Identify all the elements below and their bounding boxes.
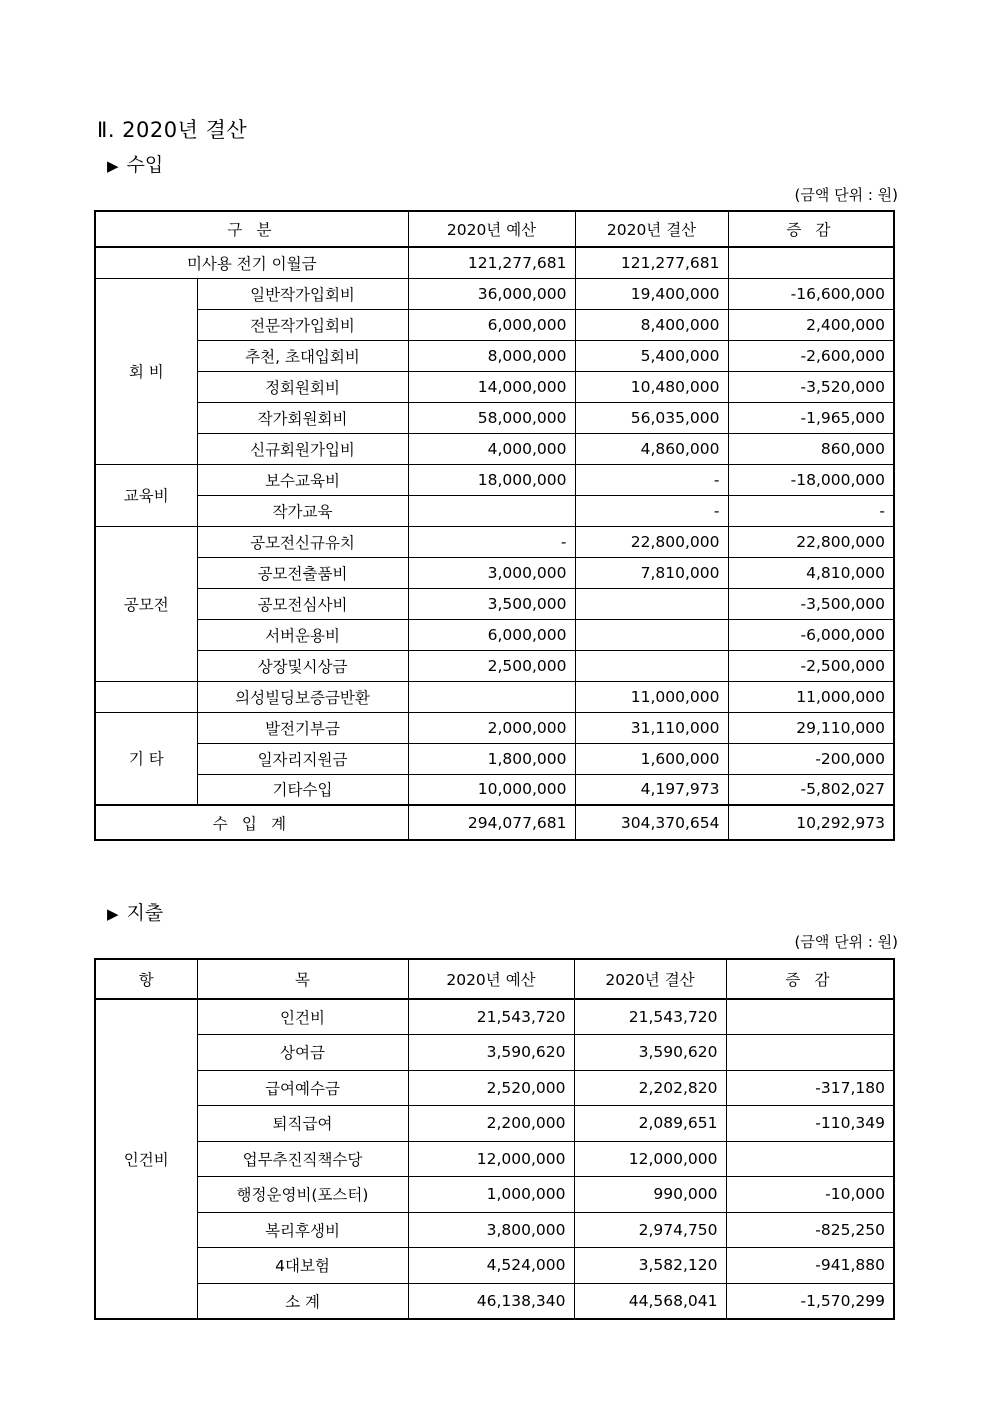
table-row <box>95 999 894 1035</box>
item-label: 상장및시상금 <box>197 650 408 681</box>
budget-cell: 18,000,000 <box>408 464 575 495</box>
diff-cell: 29,110,000 <box>728 712 894 743</box>
actual-cell: 4,860,000 <box>575 433 728 464</box>
total-label: 수 입 계 <box>95 805 408 840</box>
diff-cell: -317,180 <box>726 1070 894 1106</box>
section-title: Ⅱ. 2020년 결산 <box>97 118 248 142</box>
actual-cell: 44,568,041 <box>574 1283 726 1319</box>
triangle-marker-icon: ▶ <box>107 905 119 923</box>
actual-cell: 1,600,000 <box>575 743 728 774</box>
actual-cell: 2,974,750 <box>574 1212 726 1248</box>
table-row <box>95 495 894 526</box>
item-label: 서버운용비 <box>197 619 408 650</box>
expense-heading <box>107 898 163 925</box>
budget-cell: 8,000,000 <box>408 340 575 371</box>
actual-cell: 8,400,000 <box>575 309 728 340</box>
diff-cell <box>726 1141 894 1177</box>
actual-cell: 22,800,000 <box>575 526 728 557</box>
budget-cell: 2,200,000 <box>408 1106 574 1142</box>
item-label: 인건비 <box>197 999 408 1035</box>
item-label: 추천, 초대입회비 <box>197 340 408 371</box>
diff-cell: -1,965,000 <box>728 402 894 433</box>
header-category: 구 분 <box>95 211 408 247</box>
income-heading <box>107 150 163 177</box>
diff-cell: -16,600,000 <box>728 278 894 309</box>
item-label: 공모전심사비 <box>197 588 408 619</box>
expense-header-row <box>95 959 894 999</box>
table-row <box>95 247 894 278</box>
item-label: 공모전신규유치 <box>197 526 408 557</box>
header-diff: 증 감 <box>726 959 894 999</box>
actual-cell <box>575 650 728 681</box>
actual-cell: 11,000,000 <box>575 681 728 712</box>
item-label: 전문작가입회비 <box>197 309 408 340</box>
actual-cell: 12,000,000 <box>574 1141 726 1177</box>
actual-cell: 10,480,000 <box>575 371 728 402</box>
budget-cell: 3,000,000 <box>408 557 575 588</box>
table-row <box>95 1141 894 1177</box>
income-heading-label: 수입 <box>126 154 164 176</box>
income-table-body <box>95 211 894 840</box>
table-row <box>95 743 894 774</box>
budget-cell: 2,500,000 <box>408 650 575 681</box>
group-label: 공모전 <box>95 526 197 681</box>
actual-cell <box>575 619 728 650</box>
total-row <box>95 805 894 840</box>
actual-cell <box>575 588 728 619</box>
budget-cell: 121,277,681 <box>408 247 575 278</box>
actual-cell: - <box>575 495 728 526</box>
header-actual: 2020년 결산 <box>574 959 726 999</box>
item-label: 발전기부금 <box>197 712 408 743</box>
table-row <box>95 433 894 464</box>
budget-cell: 10,000,000 <box>408 774 575 805</box>
group-label: 회 비 <box>95 278 197 464</box>
table-row <box>95 371 894 402</box>
header-actual: 2020년 결산 <box>575 211 728 247</box>
expense-table <box>94 958 895 1320</box>
table-row <box>95 650 894 681</box>
income-unit-note: (금액 단위 : 원) <box>794 186 898 204</box>
row-label: 미사용 전기 이월금 <box>95 247 408 278</box>
table-row <box>95 774 894 805</box>
item-label: 일자리지원금 <box>197 743 408 774</box>
item-label: 공모전출품비 <box>197 557 408 588</box>
diff-cell: 22,800,000 <box>728 526 894 557</box>
item-label: 정회원회비 <box>197 371 408 402</box>
budget-cell: 14,000,000 <box>408 371 575 402</box>
item-label: 4대보험 <box>197 1248 408 1284</box>
budget-cell: 1,800,000 <box>408 743 575 774</box>
table-row <box>95 464 894 495</box>
income-table <box>94 210 895 841</box>
table-row <box>95 402 894 433</box>
diff-cell: -3,520,000 <box>728 371 894 402</box>
budget-cell: 4,000,000 <box>408 433 575 464</box>
budget-cell: - <box>408 526 575 557</box>
item-label: 작가회원회비 <box>197 402 408 433</box>
actual-cell: 21,543,720 <box>574 999 726 1035</box>
diff-cell: 11,000,000 <box>728 681 894 712</box>
actual-cell: 7,810,000 <box>575 557 728 588</box>
income-header-row <box>95 211 894 247</box>
diff-cell: -10,000 <box>726 1177 894 1213</box>
table-row <box>95 1035 894 1071</box>
budget-cell: 6,000,000 <box>408 619 575 650</box>
budget-cell: 21,543,720 <box>408 999 574 1035</box>
budget-cell: 36,000,000 <box>408 278 575 309</box>
diff-cell: -3,500,000 <box>728 588 894 619</box>
table-row <box>95 340 894 371</box>
item-label: 급여예수금 <box>197 1070 408 1106</box>
actual-cell: 990,000 <box>574 1177 726 1213</box>
total-diff: 10,292,973 <box>728 805 894 840</box>
diff-cell: 860,000 <box>728 433 894 464</box>
table-row <box>95 588 894 619</box>
item-label: 신규회원가입비 <box>197 433 408 464</box>
actual-cell: - <box>575 464 728 495</box>
table-row <box>95 1070 894 1106</box>
diff-cell: -200,000 <box>728 743 894 774</box>
budget-cell: 46,138,340 <box>408 1283 574 1319</box>
item-label: 보수교육비 <box>197 464 408 495</box>
diff-cell <box>726 999 894 1035</box>
diff-cell: 4,810,000 <box>728 557 894 588</box>
table-row <box>95 619 894 650</box>
table-row <box>95 278 894 309</box>
table-row <box>95 1177 894 1213</box>
budget-cell: 2,520,000 <box>408 1070 574 1106</box>
diff-cell: -941,880 <box>726 1248 894 1284</box>
table-row <box>95 557 894 588</box>
diff-cell: - <box>728 495 894 526</box>
header-diff: 증 감 <box>728 211 894 247</box>
table-row <box>95 1212 894 1248</box>
item-label: 기타수입 <box>197 774 408 805</box>
budget-cell: 3,800,000 <box>408 1212 574 1248</box>
diff-cell: -1,570,299 <box>726 1283 894 1319</box>
actual-cell: 19,400,000 <box>575 278 728 309</box>
budget-cell <box>408 681 575 712</box>
budget-cell: 6,000,000 <box>408 309 575 340</box>
table-row <box>95 1248 894 1284</box>
diff-cell: -2,600,000 <box>728 340 894 371</box>
expense-unit-note: (금액 단위 : 원) <box>794 933 898 951</box>
item-label: 업무추진직책수당 <box>197 1141 408 1177</box>
budget-cell: 12,000,000 <box>408 1141 574 1177</box>
item-label: 상여금 <box>197 1035 408 1071</box>
actual-cell: 4,197,973 <box>575 774 728 805</box>
diff-cell: -110,349 <box>726 1106 894 1142</box>
table-row <box>95 712 894 743</box>
actual-cell: 56,035,000 <box>575 402 728 433</box>
item-label: 소 계 <box>197 1283 408 1319</box>
actual-cell: 31,110,000 <box>575 712 728 743</box>
table-row <box>95 309 894 340</box>
diff-cell: -2,500,000 <box>728 650 894 681</box>
group-label: 기 타 <box>95 712 197 805</box>
diff-cell: -5,802,027 <box>728 774 894 805</box>
item-label: 의성빌딩보증금반환 <box>197 681 408 712</box>
group-label: 인건비 <box>95 999 197 1319</box>
header-item: 항 <box>95 959 197 999</box>
budget-cell: 58,000,000 <box>408 402 575 433</box>
actual-cell: 121,277,681 <box>575 247 728 278</box>
header-subitem: 목 <box>197 959 408 999</box>
item-label: 복리후생비 <box>197 1212 408 1248</box>
group-label: 교육비 <box>95 464 197 526</box>
budget-cell: 2,000,000 <box>408 712 575 743</box>
item-label: 일반작가입회비 <box>197 278 408 309</box>
diff-cell: -825,250 <box>726 1212 894 1248</box>
table-row <box>95 1106 894 1142</box>
actual-cell: 3,590,620 <box>574 1035 726 1071</box>
budget-cell: 3,590,620 <box>408 1035 574 1071</box>
table-row <box>95 681 894 712</box>
budget-cell: 4,524,000 <box>408 1248 574 1284</box>
budget-cell: 3,500,000 <box>408 588 575 619</box>
item-label: 퇴직급여 <box>197 1106 408 1142</box>
diff-cell <box>728 247 894 278</box>
table-row <box>95 1283 894 1319</box>
diff-cell: -18,000,000 <box>728 464 894 495</box>
actual-cell: 2,202,820 <box>574 1070 726 1106</box>
actual-cell: 2,089,651 <box>574 1106 726 1142</box>
header-budget: 2020년 예산 <box>408 959 574 999</box>
diff-cell: -6,000,000 <box>728 619 894 650</box>
budget-cell <box>408 495 575 526</box>
diff-cell <box>726 1035 894 1071</box>
triangle-marker-icon: ▶ <box>107 157 119 175</box>
diff-cell: 2,400,000 <box>728 309 894 340</box>
header-budget: 2020년 예산 <box>408 211 575 247</box>
item-label: 작가교육 <box>197 495 408 526</box>
group-label <box>95 681 197 712</box>
expense-heading-label: 지출 <box>126 902 164 924</box>
table-row <box>95 526 894 557</box>
total-actual: 304,370,654 <box>575 805 728 840</box>
actual-cell: 5,400,000 <box>575 340 728 371</box>
total-budget: 294,077,681 <box>408 805 575 840</box>
item-label: 행정운영비(포스터) <box>197 1177 408 1213</box>
budget-cell: 1,000,000 <box>408 1177 574 1213</box>
expense-table-body <box>95 959 894 1319</box>
actual-cell: 3,582,120 <box>574 1248 726 1284</box>
